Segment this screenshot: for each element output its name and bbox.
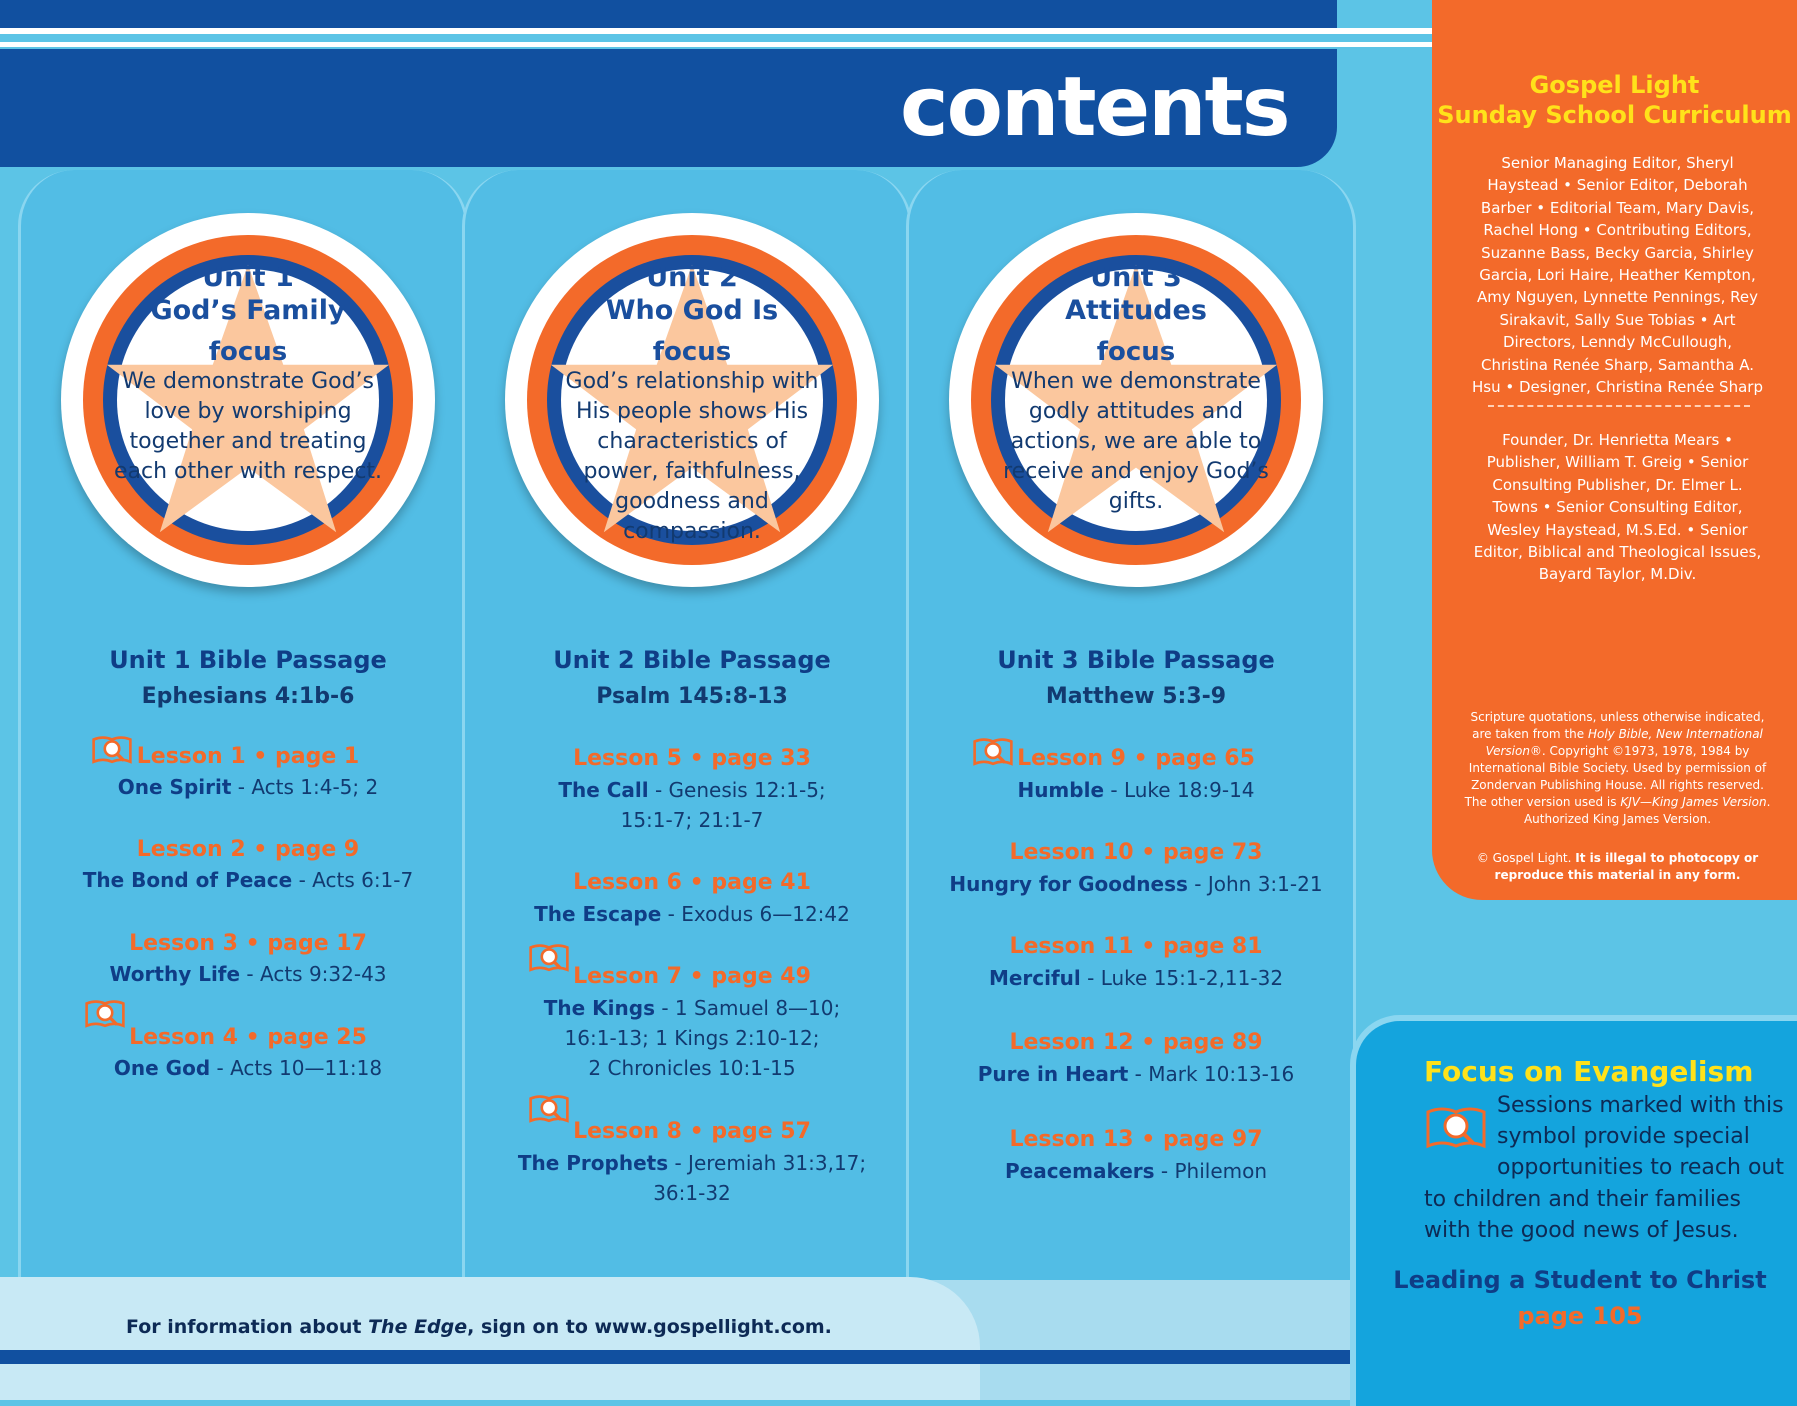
open-book-magnifier-icon [1424, 1104, 1488, 1152]
lesson-heading: Lesson 8 • page 57 [573, 1119, 811, 1144]
lesson-scripture: - Acts 6:1-7 [292, 868, 414, 892]
lesson-scripture: - Mark 10:13-16 [1128, 1062, 1295, 1086]
scripture-version-name: KJV—King James Version [1620, 795, 1767, 809]
lesson-item [936, 1059, 1336, 1089]
copyright-owner: © Gospel Light. [1476, 851, 1576, 865]
copyright-warning: It is illegal to photocopy or reproduce this material in any form. [1494, 851, 1759, 882]
focus-text: God’s relationship with His people shows His characteristics of power, faithfulness, goodness and compassion. [565, 369, 819, 544]
unit-name: Who God Is [605, 295, 779, 326]
unit-name: God’s Family [150, 295, 346, 326]
footer-swoosh [0, 1277, 980, 1400]
lesson-item [936, 1156, 1336, 1186]
credits-divider [1488, 405, 1750, 407]
lesson-scripture: 16:1-13; 1 Kings 2:10-12; [564, 1026, 820, 1050]
lesson-scripture: - Exodus 6—12:42 [661, 902, 850, 926]
lesson-scripture: 2 Chronicles 10:1-15 [588, 1056, 796, 1080]
lesson-item [492, 775, 892, 835]
lesson-title: One Spirit [117, 775, 232, 799]
lesson-title: Merciful [988, 966, 1081, 990]
lesson-scripture: - Acts 1:4-5; 2 [231, 775, 379, 799]
lesson-title: Humble [1017, 778, 1105, 802]
unit-badge [61, 213, 435, 587]
evangelism-description: to children and their families with the good news of Jesus. [1424, 1187, 1741, 1243]
lesson-item [48, 959, 448, 989]
lesson-title: The Escape [534, 902, 662, 926]
evangelism-heading: Focus on Evangelism [1424, 1055, 1754, 1088]
lesson-scripture: - Luke 18:9-14 [1104, 778, 1255, 802]
lesson-scripture: - 1 Samuel 8—10; [654, 996, 841, 1020]
founder-credits: Founder, Dr. Henrietta Mears • Publisher, William T. Greig • Senior Consulting Publisher, Dr. Elmer L. Towns • Senior Consulting Editor, Wesley Haystead, M.S.Ed. • Senior Editor, Biblical and Theological Issues, Bayard Taylor, M.Div. [1473, 431, 1762, 584]
scripture-notice-text: Scripture quotations, unless otherwise indicated, are taken from the [1470, 710, 1765, 741]
footer-product-name: The Edge [368, 1316, 468, 1338]
lesson-scripture: 15:1-7; 21:1-7 [620, 808, 764, 832]
focus-text: We demonstrate God’s love by worshiping together and treating each other with respect. [113, 369, 383, 484]
passage-reference: Psalm 145:8-13 [596, 684, 788, 709]
lesson-scripture: - Philemon [1154, 1159, 1268, 1183]
focus-label: focus [652, 337, 732, 367]
lesson-heading: Lesson 5 • page 33 [573, 746, 811, 771]
scripture-notice [1460, 709, 1775, 828]
lesson-title: The Bond of Peace [82, 868, 293, 892]
passage-heading: Unit 2 Bible Passage [553, 646, 831, 674]
lesson-scripture: - Luke 15:1-2,11-32 [1080, 966, 1284, 990]
lesson-title: The Kings [543, 996, 655, 1020]
lesson-heading: Lesson 1 • page 1 [136, 744, 360, 769]
unit-label: Unit 1 [202, 262, 294, 293]
curriculum-title-line: Sunday School Curriculum [1437, 101, 1792, 129]
lesson-heading: Lesson 7 • page 49 [573, 964, 811, 989]
lesson-heading: Lesson 13 • page 97 [1009, 1127, 1263, 1152]
lesson-title: Hungry for Goodness [949, 872, 1188, 896]
lesson-item [48, 772, 448, 802]
lesson-heading: Lesson 10 • page 73 [1009, 840, 1263, 865]
lesson-scripture: - Acts 9:32-43 [240, 962, 387, 986]
lesson-heading: Lesson 9 • page 65 [1017, 746, 1255, 771]
unit-name: Attitudes [1065, 295, 1207, 326]
unit-badge [505, 213, 879, 587]
lesson-title: The Prophets [517, 1151, 669, 1175]
lesson-item [936, 963, 1336, 993]
unit-badge [949, 213, 1323, 587]
focus-label: focus [1096, 337, 1176, 367]
curriculum-title [1432, 70, 1797, 130]
lesson-title: Pure in Heart [977, 1062, 1129, 1086]
lesson-title: Peacemakers [1004, 1159, 1155, 1183]
passage-heading: Unit 1 Bible Passage [109, 646, 387, 674]
footer-website: , sign on to www.gospellight.com. [467, 1316, 832, 1338]
scripture-notice-text: . Authorized King James Version. [1523, 795, 1771, 826]
lesson-scripture: 36:1-32 [653, 1181, 731, 1205]
passage-heading: Unit 3 Bible Passage [997, 646, 1275, 674]
lesson-heading: Lesson 4 • page 25 [129, 1025, 367, 1050]
page-title: contents [900, 60, 1289, 155]
focus-label: focus [208, 337, 288, 367]
lesson-title: One God [113, 1056, 211, 1080]
evangelism-description: Sessions marked with this symbol provide special opportunities to reach out [1497, 1093, 1784, 1180]
lesson-scripture: - Genesis 12:1-5; [648, 778, 826, 802]
scripture-version-name: Holy Bible, New International Version [1485, 727, 1763, 758]
lesson-scripture: - Jeremiah 31:3,17; [668, 1151, 867, 1175]
lesson-item [936, 869, 1336, 899]
lesson-heading: Lesson 11 • page 81 [1009, 934, 1263, 959]
copyright-notice [1460, 850, 1775, 884]
footer-info-text: For information about [126, 1316, 369, 1338]
lesson-scripture: - John 3:1-21 [1187, 872, 1323, 896]
lesson-heading: Lesson 12 • page 89 [1009, 1030, 1263, 1055]
lesson-heading: Lesson 3 • page 17 [129, 931, 367, 956]
staff-credits: Senior Managing Editor, Sheryl Haystead • Senior Editor, Deborah Barber • Editorial Team, Mary Davis, Rachel Hong • Contributing Editors, Suzanne Bass, Becky Garcia, Shirley Garcia, Lori Haire, Heather Kempton, Amy Nguyen, Lynnette Pennings, Rey Sirakavit, Sally Sue Tobias • Art Directors, Lenndy McCullough, Christina Renée Sharp, Samantha A. Hsu • Designer, Christina Renée Sharp [1472, 154, 1763, 397]
lesson-item [492, 899, 892, 929]
lesson-item [936, 775, 1336, 805]
footer-info [126, 1316, 926, 1338]
scripture-notice-text: ®. Copyright ©1973, 1978, 1984 by International Bible Society. Used by permission of Zondervan Publishing House. All rights reserved. The other version used is [1464, 744, 1767, 809]
lesson-heading: Lesson 6 • page 41 [573, 870, 811, 895]
lesson-heading: Lesson 2 • page 9 [136, 837, 360, 862]
lesson-item [48, 865, 448, 895]
lesson-scripture: - Acts 10—11:18 [210, 1056, 383, 1080]
lesson-title: The Call [558, 778, 649, 802]
passage-reference: Matthew 5:3-9 [1045, 684, 1227, 709]
lesson-item [492, 1148, 892, 1208]
lesson-item [48, 1053, 448, 1083]
focus-text: When we demonstrate godly attitudes and actions, we are able to receive and enjoy God’s gifts. [1003, 369, 1269, 514]
lesson-title: Worthy Life [109, 962, 241, 986]
top-band [0, 0, 1337, 28]
curriculum-title-line: Gospel Light [1529, 71, 1700, 99]
unit-label: Unit 3 [1090, 262, 1182, 293]
passage-reference: Ephesians 4:1b-6 [141, 684, 355, 709]
leading-student-title: Leading a Student to Christ [1393, 1266, 1767, 1294]
leading-student-page: page 105 [1517, 1302, 1643, 1330]
unit-label: Unit 2 [646, 262, 738, 293]
lesson-item [492, 993, 892, 1083]
